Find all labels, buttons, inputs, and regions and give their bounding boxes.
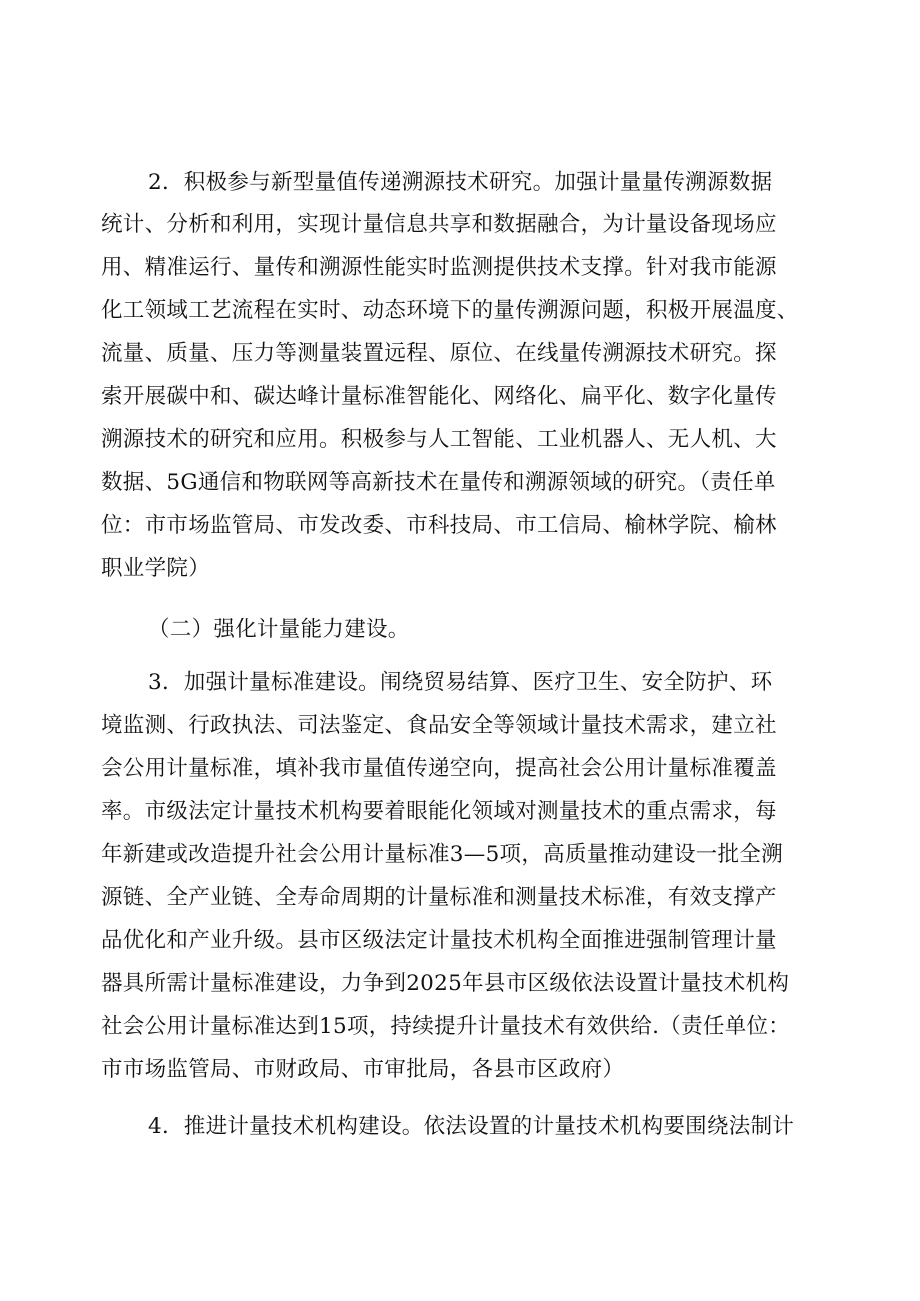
text-line-13: 境监测、行政执法、司法鉴定、食品安全等领域计量技术需求，建立社 bbox=[101, 713, 777, 738]
text-line-20: 社会公用计量标准达到15项，持续提升计量技术有效供给.（责任单位： bbox=[101, 1014, 791, 1039]
text-line-1: 2．积极参与新型量值传递溯源技术研究。加强计量量传溯源数据 bbox=[148, 170, 773, 195]
text-line-17: 源链、全产业链、全寿命周期的计量标准和测量技术标准，有效支撑产 bbox=[101, 885, 777, 910]
text-line-6: 索开展碳中和、碳达峰计量标准智能化、网络化、扁平化、数字化量传 bbox=[101, 384, 777, 409]
text-line-15: 率。市级法定计量技术机构要着眼能化领域对测量技术的重点需求，每 bbox=[101, 799, 777, 824]
text-line-19: 器具所需计量标准建设，力争到2025年县市区级依法设置计量技术机构 bbox=[101, 971, 790, 996]
text-line-4: 化工领域工艺流程在实时、动态环境下的量传溯源问题，积极开展温度、 bbox=[101, 298, 799, 323]
text-line-21: 市市场监管局、市财政局、市审批局，各县市区政府） bbox=[101, 1057, 625, 1082]
text-line-5: 流量、质量、压力等测量装置远程、原位、在线量传溯源技术研究。探 bbox=[101, 341, 777, 366]
text-line-7: 溯源技术的研究和应用。积极参与人工智能、工业机器人、无人机、大 bbox=[101, 427, 777, 452]
text-line-9: 位：市市场监管局、市发改委、市科技局、市工信局、榆林学院、榆林 bbox=[101, 513, 777, 538]
text-line-10: 职业学院） bbox=[101, 556, 211, 581]
text-line-3: 用、精准运行、量传和溯源性能实时监测提供技术支撑。针对我市能源 bbox=[101, 255, 777, 280]
text-line-16: 年新建或改造提升社会公用计量标准3—5项，高质量推动建设一批全溯 bbox=[101, 842, 783, 867]
text-line-18: 品优化和产业升级。县市区级法定计量技术机构全面推进强制管理计量 bbox=[101, 928, 777, 953]
text-line-12: 3．加强计量标准建设。闱绕贸易结算、医疗卫生、安全防护、环 bbox=[148, 670, 773, 695]
text-line-22: 4．推进计量技术机构建设。依法设置的计量技术机构要围绕法制计 bbox=[148, 1114, 795, 1139]
text-line-2: 统计、分析和利用，实现计量信息共享和数据融合，为计量设备现场应 bbox=[101, 212, 777, 237]
section-heading: （二）强化计量能力建设。 bbox=[148, 617, 410, 642]
text-line-14: 会公用计量标准，填补我市量值传递空向，提高社会公用计量标准覆盖 bbox=[101, 756, 777, 781]
text-line-8: 数据、5G通信和物联网等高新技术在量传和溯源领域的研究。（责任单 bbox=[101, 470, 776, 495]
